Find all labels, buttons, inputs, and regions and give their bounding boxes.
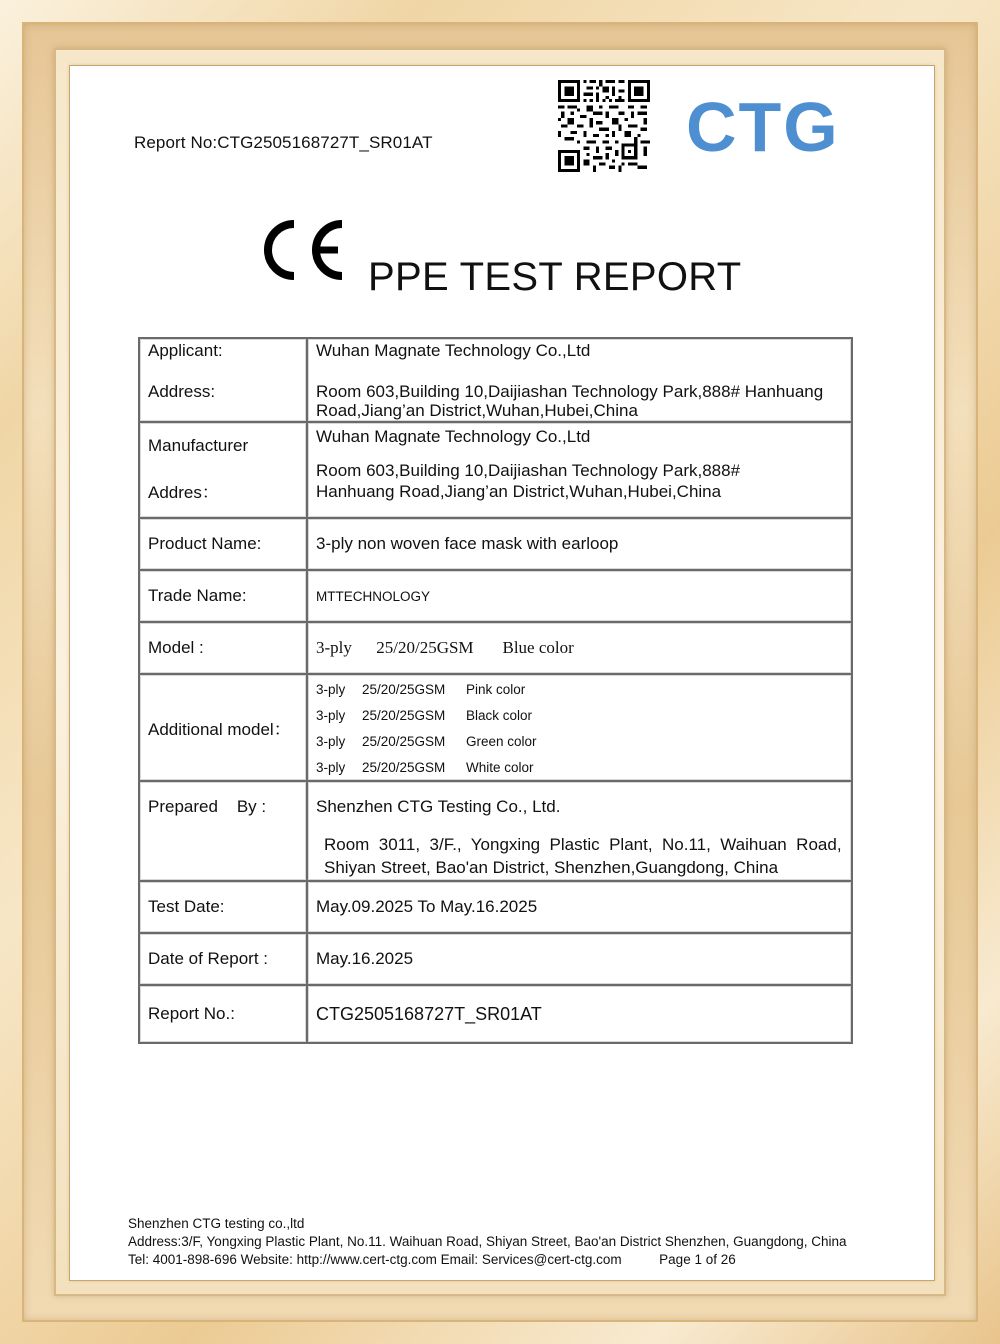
qr-code-icon <box>558 80 650 172</box>
prepared-value: Shenzhen CTG Testing Co., Ltd. <box>316 797 561 816</box>
value-cell <box>307 781 852 881</box>
label-cell <box>139 570 307 622</box>
model-color: White color <box>466 760 534 775</box>
value-cell <box>307 622 852 674</box>
table-row-test-date <box>139 881 852 933</box>
label-cell <box>139 781 307 881</box>
value-cell <box>307 933 852 985</box>
value-cell <box>307 518 852 570</box>
label-cell <box>139 985 307 1043</box>
model-color: Green color <box>466 734 537 749</box>
model-gsm: 25/20/25GSM <box>362 734 446 749</box>
table-row-trade <box>139 570 852 622</box>
test-date-label: Test Date: <box>148 897 225 916</box>
product-label: Product Name: <box>148 534 262 553</box>
manufacturer-address-line-2: Hanhuang Road,Jiang’an District,Wuhan,Hubei,China <box>316 482 722 501</box>
table-row-additional-model <box>139 674 852 781</box>
label-cell <box>139 881 307 933</box>
trade-value: MTTECHNOLOGY <box>316 588 431 604</box>
ce-mark-icon <box>262 220 348 280</box>
address-line-1: Room 603,Building 10,Daijiashan Technology Park,888# Hanhuang <box>316 382 824 401</box>
model-ply: 3-ply <box>316 638 352 657</box>
manufacturer-value: Wuhan Magnate Technology Co.,Ltd <box>316 427 591 446</box>
label-cell <box>139 622 307 674</box>
value-cell <box>307 881 852 933</box>
page-number: Page 1 of 26 <box>659 1252 736 1267</box>
table-row-product <box>139 518 852 570</box>
model-gsm: 25/20/25GSM <box>362 760 446 775</box>
label-cell <box>139 933 307 985</box>
footer-contact-line <box>128 1251 847 1269</box>
model-color: Black color <box>466 708 533 723</box>
table-row-manufacturer <box>139 422 852 518</box>
product-value: 3-ply non woven face mask with earloop <box>316 534 619 553</box>
prepared-address-line-1: Room 3011, 3/F., Yongxing Plastic Plant, No.11, Waihuan Road, <box>324 835 842 854</box>
report-date-value: May.16.2025 <box>316 949 414 968</box>
trade-label: Trade Name: <box>148 586 247 605</box>
table-row-model <box>139 622 852 674</box>
table-row-prepared <box>139 781 852 881</box>
footer-company: Shenzhen CTG testing co.,ltd <box>128 1216 305 1231</box>
page-title: PPE TEST REPORT <box>368 255 742 299</box>
test-date-value: May.09.2025 To May.16.2025 <box>316 897 538 916</box>
report-date-label: Date of Report : <box>148 949 269 968</box>
footer <box>128 1215 847 1269</box>
model-color: Blue color <box>502 638 574 657</box>
manufacturer-address-line-1: Room 603,Building 10,Daijiashan Technology Park,888# <box>316 461 741 480</box>
footer-contact: Tel: 4001-898-696 Website: http://www.cert-ctg.com Email: Services@cert-ctg.com <box>128 1252 622 1267</box>
table-row-applicant <box>139 338 852 422</box>
model-ply: 3-ply <box>316 708 346 723</box>
applicant-label: Applicant: <box>148 341 223 360</box>
model-value <box>308 638 851 658</box>
applicant-value: Wuhan Magnate Technology Co.,Ltd <box>316 341 591 360</box>
list-item <box>308 734 851 760</box>
address-label: Address: <box>148 382 216 401</box>
list-item <box>308 708 851 734</box>
footer-address: Address:3/F, Yongxing Plastic Plant, No.11. Waihuan Road, Shiyan Street, Bao'an District Shenzhen, Guangdong, China <box>128 1234 847 1249</box>
address-line-2: Road,Jiang’an District,Wuhan,Hubei,China <box>316 401 638 420</box>
list-item <box>308 682 851 708</box>
label-cell <box>139 422 307 518</box>
model-ply: 3-ply <box>316 734 346 749</box>
model-ply: 3-ply <box>316 682 346 697</box>
label-cell <box>139 338 307 422</box>
manufacturer-label: Manufacturer <box>148 436 249 455</box>
report-no-value: CTG2505168727T_SR01AT <box>316 1003 542 1024</box>
ctg-logo: CTG <box>686 88 840 166</box>
model-gsm: 25/20/25GSM <box>376 638 474 657</box>
table-row-report-date <box>139 933 852 985</box>
value-cell <box>307 674 852 781</box>
header-report-number: Report No:CTG2505168727T_SR01AT <box>134 133 433 152</box>
value-cell <box>307 422 852 518</box>
table-row-report-no <box>139 985 852 1043</box>
value-cell <box>307 570 852 622</box>
model-gsm: 25/20/25GSM <box>362 708 446 723</box>
value-cell <box>307 985 852 1043</box>
list-item <box>308 760 851 780</box>
value-cell <box>307 338 852 422</box>
model-gsm: 25/20/25GSM <box>362 682 446 697</box>
label-cell <box>139 674 307 781</box>
label-cell <box>139 518 307 570</box>
prepared-address-line-2: Shiyan Street, Bao'an District, Shenzhen,Guangdong, China <box>324 858 779 877</box>
model-ply: 3-ply <box>316 760 346 775</box>
report-no-label: Report No.: <box>148 1004 235 1023</box>
additional-model-label: Additional model： <box>148 720 291 739</box>
report-info-table <box>138 337 853 1044</box>
manufacturer-address-label: Addres： <box>148 483 219 502</box>
prepared-label: Prepared By : <box>148 797 267 816</box>
model-color: Pink color <box>466 682 526 697</box>
model-label: Model : <box>148 638 204 657</box>
